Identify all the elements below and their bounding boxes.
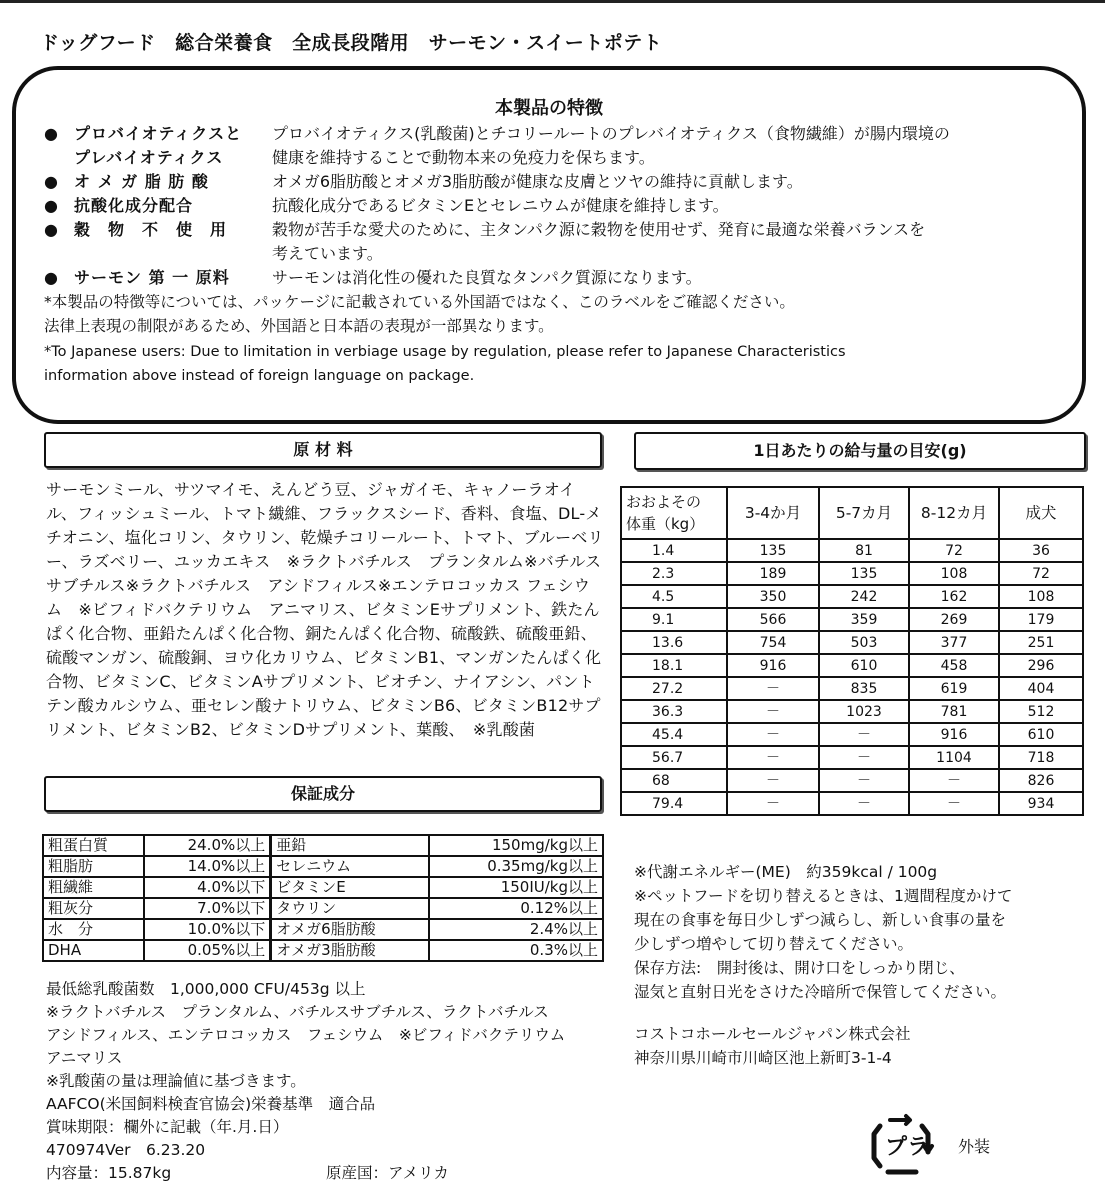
amount-cell: －	[819, 723, 909, 746]
nutrient-name: 粗脂肪	[43, 856, 144, 877]
amount-cell: 162	[909, 585, 999, 608]
column-header-5-7-months: 5-7カ月	[819, 487, 909, 539]
probiotic-strains-note: アニマリス	[46, 1049, 123, 1067]
transition-note: 現在の食事を毎日少しずつ減らし、新しい食事の量を	[634, 911, 1007, 929]
feature-description: プロバイオティクス(乳酸菌)とチコリールートのプレバイオティクス（食物繊維）が腸内環境の 健康を維持することで動物本来の免疫力を保ちます。	[272, 124, 950, 167]
amount-cell: 1104	[909, 746, 999, 769]
amount-cell: －	[909, 792, 999, 815]
amount-cell: 619	[909, 677, 999, 700]
nutrient-name: セレニウム	[271, 856, 429, 877]
nutrient-name: 粗灰分	[43, 898, 144, 919]
recycle-mark-text: プラ	[885, 1135, 930, 1160]
amount-cell: 135	[819, 562, 909, 585]
company-address: 神奈川県川崎市川崎区池上新町3-1-4	[634, 1049, 892, 1067]
amount-cell: 135	[727, 539, 819, 562]
nutrient-value: 150mg/kg以上	[429, 835, 603, 856]
amount-cell: 81	[819, 539, 909, 562]
feature-item	[44, 266, 1044, 290]
amount-cell: 1023	[819, 700, 909, 723]
weight-cell: 13.6	[621, 631, 727, 654]
column-header-weight: おおよその 体重（kg）	[621, 487, 727, 539]
amount-cell: 72	[909, 539, 999, 562]
features-note-japanese: *本製品の特徴等については、パッケージに記載されている外国語ではなく、このラベルをご確認ください。 法律上表現の制限があるため、外国語と日本語の表現が一部異なります。	[44, 293, 795, 335]
amount-cell: 108	[999, 585, 1083, 608]
feeding-table-body	[621, 539, 1083, 815]
nutrient-value: 10.0%以下	[144, 919, 271, 940]
weight-cell: 36.3	[621, 700, 727, 723]
feeding-notes	[634, 860, 1084, 1004]
product-title: ドッグフード 総合栄養食 全成長段階用 サーモン・スイートポテト	[40, 32, 663, 54]
amount-cell: －	[819, 792, 909, 815]
aafco-note: AAFCO(米国飼料検査官協会)栄養基準 適合品	[46, 1095, 376, 1113]
table-row	[621, 723, 1083, 746]
amount-cell: －	[727, 723, 819, 746]
weight-cell: 68	[621, 769, 727, 792]
amount-cell: 916	[909, 723, 999, 746]
nutrient-value: 14.0%以上	[144, 856, 271, 877]
table-row	[621, 608, 1083, 631]
table-row	[43, 856, 603, 877]
energy-note: ※代謝エネルギー(ME) 約359kcal / 100g	[634, 863, 938, 881]
table-row	[43, 835, 603, 856]
nutrient-value: 150IU/kg以上	[429, 877, 603, 898]
packaging-label: 外装	[958, 1137, 991, 1156]
bullet-icon: ●	[44, 268, 58, 287]
feature-description: 抗酸化成分であるビタミンEとセレニウムが健康を維持します。	[272, 196, 729, 215]
feature-name: 抗酸化成分配合	[74, 196, 194, 215]
amount-cell: 916	[727, 654, 819, 677]
amount-cell: －	[727, 746, 819, 769]
amount-cell: －	[819, 769, 909, 792]
amount-cell: 754	[727, 631, 819, 654]
probiotic-strains-note: アシドフィルス、エンテロコッカス フェシウム ※ビフィドバクテリウム	[46, 1026, 566, 1044]
company-name: コストコホールセールジャパン株式会社	[634, 1025, 911, 1043]
nutrient-name: タウリン	[271, 898, 429, 919]
feature-item	[44, 170, 1044, 194]
nutrient-name: オメガ3脂肪酸	[271, 940, 429, 961]
amount-cell: 835	[819, 677, 909, 700]
nutrient-name: 粗蛋白質	[43, 835, 144, 856]
features-heading: 本製品の特徴	[495, 98, 603, 119]
table-row	[621, 792, 1083, 815]
amount-cell: 566	[727, 608, 819, 631]
company-info	[634, 1022, 910, 1070]
nutrient-value: 0.12%以上	[429, 898, 603, 919]
table-row	[621, 700, 1083, 723]
column-header-3-4-months: 3-4か月	[727, 487, 819, 539]
probiotic-strains-note: ※ラクトバチルス プランタルム、バチルスサブチルス、ラクトバチルス	[46, 1003, 549, 1021]
feature-name: オ メ ガ 脂 肪 酸	[74, 172, 209, 191]
analysis-notes	[46, 978, 626, 1185]
table-row	[43, 898, 603, 919]
amount-cell: 189	[727, 562, 819, 585]
country-of-origin: 原産国：アメリカ	[326, 1164, 449, 1182]
feature-item	[44, 218, 1044, 266]
amount-cell: 359	[819, 608, 909, 631]
feature-description: 穀物が苦手な愛犬のために、主タンパク源に穀物を使用せず、発育に最適な栄養バランスを 考えています。	[272, 220, 926, 263]
probiotic-count-note: 最低総乳酸菌数 1,000,000 CFU/453g 以上	[46, 980, 366, 998]
weight-cell: 18.1	[621, 654, 727, 677]
weight-cell: 1.4	[621, 539, 727, 562]
nutrient-value: 7.0%以下	[144, 898, 271, 919]
table-row	[621, 539, 1083, 562]
amount-cell: －	[727, 677, 819, 700]
version-code: 470974Ver 6.23.20	[46, 1141, 206, 1159]
nutrient-value: 4.0%以下	[144, 877, 271, 898]
ingredients-text: サーモンミール、サツマイモ、えんどう豆、ジャガイモ、キャノーラオイル、フィッシュミール、トマト繊維、フラックスシード、香料、食塩、DL-メチオニン、塩化コリン、タウリン、乾燥チコリールート、トマト、ブルーベリー、ラズベリー、ユッカエキス ※ラクトバチルス プランタルム※バチルスサブチルス※ラクトバチルス アシドフィルス※エンテロコッカス フェシウム ※ビフィドバクテリウム アニマリス、ビタミンEサプリメント、鉄たんぱく化合物、亜鉛たんぱく化合物、銅たんぱく化合物、硫酸鉄、硫酸亜鉛、硫酸マンガン、硫酸銅、ヨウ化カリウム、ビタミンB1、マンガンたんぱく化合物、ビタミンC、ビタミンAサプリメント、ビオチン、ナイアシン、パントテン酸カルシウム、亜セレン酸ナトリウム、ビタミンB6、ビタミンB12サプリメント、ビタミンB2、ビタミンDサプリメント、葉酸、 ※乳酸菌	[46, 480, 604, 739]
amount-cell: 512	[999, 700, 1083, 723]
storage-note: 保存方法: 開封後は、開け口をしっかり閉じ、	[634, 959, 965, 977]
column-header-adult: 成犬	[999, 487, 1083, 539]
features-box	[12, 66, 1086, 424]
amount-cell: －	[819, 746, 909, 769]
bullet-icon: ●	[44, 172, 58, 191]
nutrient-value: 24.0%以上	[144, 835, 271, 856]
feature-item	[44, 194, 1044, 218]
table-row	[621, 746, 1083, 769]
amount-cell: 826	[999, 769, 1083, 792]
table-row	[621, 631, 1083, 654]
ingredients-heading: 原 材 料	[44, 432, 602, 468]
weight-cell: 4.5	[621, 585, 727, 608]
amount-cell: 251	[999, 631, 1083, 654]
feature-description: オメガ6脂肪酸とオメガ3脂肪酸が健康な皮膚とツヤの維持に貢献します。	[272, 172, 803, 191]
table-row	[621, 677, 1083, 700]
nutrient-name: DHA	[43, 940, 144, 961]
transition-note: 少しずつ増やして切り替えてください。	[634, 935, 914, 953]
amount-cell: 610	[819, 654, 909, 677]
amount-cell: 242	[819, 585, 909, 608]
bullet-icon: ●	[44, 220, 58, 239]
expiry-note: 賞味期限：欄外に記載（年.月.日）	[46, 1118, 289, 1136]
analysis-heading: 保証成分	[44, 776, 602, 812]
bullet-icon: ●	[44, 196, 58, 215]
net-weight: 内容量：15.87kg	[46, 1164, 172, 1182]
amount-cell: 72	[999, 562, 1083, 585]
table-row	[621, 585, 1083, 608]
storage-note: 湿気と直射日光をさけた冷暗所で保管してください。	[634, 983, 1007, 1001]
transition-note: ※ペットフードを切り替えるときは、1週間程度かけて	[634, 887, 1013, 905]
weight-cell: 79.4	[621, 792, 727, 815]
amount-cell: 350	[727, 585, 819, 608]
amount-cell: 934	[999, 792, 1083, 815]
table-row	[621, 769, 1083, 792]
amount-cell: －	[727, 792, 819, 815]
feature-name: プロバイオティクスと プレバイオティクス	[74, 124, 243, 167]
features-note-english: *To Japanese users: Due to limitation in verbiage usage by regulation, please refer to Japanese Characteristics information above instead of foreign language on package.	[44, 344, 846, 384]
feature-name: 穀 物 不 使 用	[74, 220, 228, 239]
amount-cell: 404	[999, 677, 1083, 700]
nutrient-name: 粗繊維	[43, 877, 144, 898]
theoretical-value-note: ※乳酸菌の量は理論値に基づきます。	[46, 1072, 306, 1090]
nutrient-value: 0.35mg/kg以上	[429, 856, 603, 877]
bullet-icon: ●	[44, 124, 58, 143]
column-header-8-12-months: 8-12カ月	[909, 487, 999, 539]
guaranteed-analysis-table	[42, 834, 604, 962]
weight-cell: 2.3	[621, 562, 727, 585]
amount-cell: 108	[909, 562, 999, 585]
feature-item	[44, 122, 1044, 170]
table-row	[621, 562, 1083, 585]
feeding-guide-table	[620, 486, 1084, 816]
amount-cell: －	[727, 769, 819, 792]
plastic-recycle-mark-icon	[866, 1112, 940, 1178]
nutrient-name: オメガ6脂肪酸	[271, 919, 429, 940]
amount-cell: －	[909, 769, 999, 792]
table-header-row	[621, 487, 1083, 539]
table-row	[621, 654, 1083, 677]
amount-cell: 718	[999, 746, 1083, 769]
nutrient-name: 水 分	[43, 919, 144, 940]
nutrient-name: 亜鉛	[271, 835, 429, 856]
amount-cell: 296	[999, 654, 1083, 677]
table-row	[43, 919, 603, 940]
weight-cell: 45.4	[621, 723, 727, 746]
weight-cell: 56.7	[621, 746, 727, 769]
nutrient-value: 0.3%以上	[429, 940, 603, 961]
weight-cell: 9.1	[621, 608, 727, 631]
amount-cell: 458	[909, 654, 999, 677]
amount-cell: 36	[999, 539, 1083, 562]
feature-description: サーモンは消化性の優れた良質なタンパク質源になります。	[272, 268, 702, 287]
nutrient-value: 0.05%以上	[144, 940, 271, 961]
table-row	[43, 940, 603, 961]
feeding-heading: 1日あたりの給与量の目安(g)	[634, 432, 1086, 470]
amount-cell: －	[727, 700, 819, 723]
amount-cell: 179	[999, 608, 1083, 631]
top-border	[0, 0, 1105, 3]
feature-name: サーモン 第 一 原料	[74, 268, 230, 287]
amount-cell: 610	[999, 723, 1083, 746]
amount-cell: 503	[819, 631, 909, 654]
nutrient-name: ビタミンE	[271, 877, 429, 898]
weight-cell: 27.2	[621, 677, 727, 700]
amount-cell: 781	[909, 700, 999, 723]
amount-cell: 269	[909, 608, 999, 631]
content-origin-row	[46, 1162, 626, 1185]
table-row	[43, 877, 603, 898]
nutrient-value: 2.4%以上	[429, 919, 603, 940]
amount-cell: 377	[909, 631, 999, 654]
features-list	[44, 122, 1044, 388]
